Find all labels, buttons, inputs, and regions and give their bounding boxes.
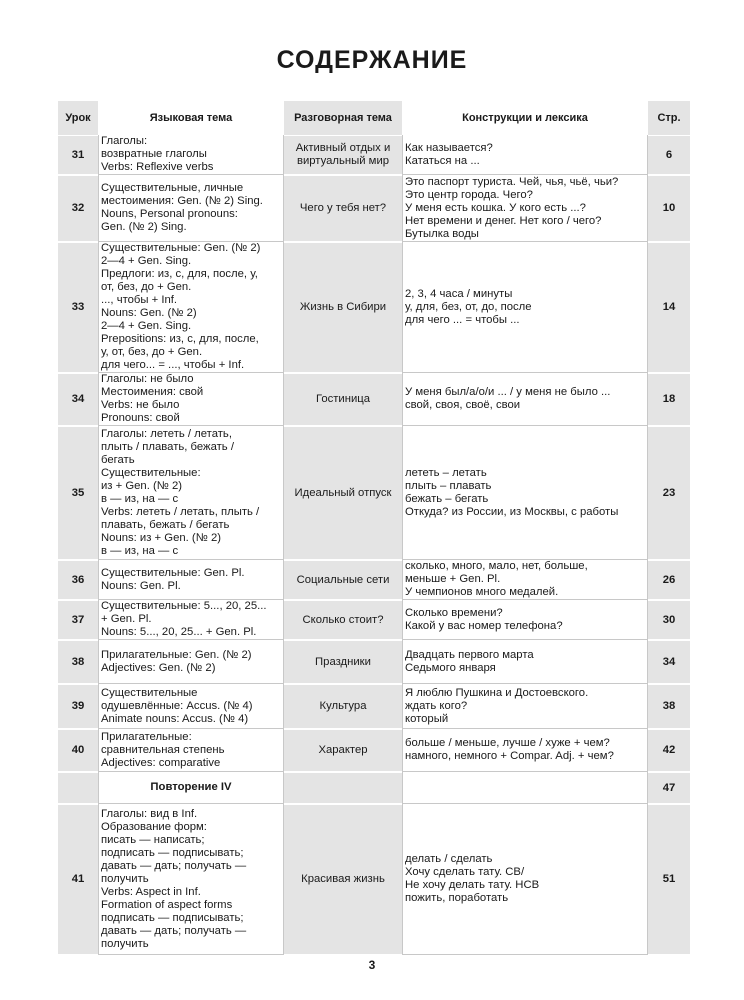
conversation-topic: Жизнь в Сибири — [284, 242, 402, 373]
language-topic-line: Nouns: Gen. Pl. — [101, 579, 181, 592]
language-topic — [98, 426, 284, 560]
construction-line: который — [405, 712, 449, 725]
language-topic-line: получить — [101, 937, 149, 950]
conversation-topic: Культура — [284, 684, 402, 729]
constructions — [402, 804, 648, 955]
lesson-number: 33 — [58, 242, 98, 373]
construction-line: У чемпионов много медалей. — [405, 586, 559, 598]
language-topic-line: Formation of aspect forms — [101, 898, 233, 911]
language-topic — [98, 560, 284, 600]
language-topic-line: Animate nouns: Accus. (№ 4) — [101, 712, 249, 725]
constructions — [402, 729, 648, 772]
language-topic-line: Прилагательные: — [101, 730, 192, 743]
page-ref: 34 — [648, 640, 690, 684]
page-ref: 14 — [648, 242, 690, 373]
language-topic-line: Глаголы: не было — [101, 373, 194, 385]
constructions — [402, 135, 648, 175]
language-topic — [98, 640, 284, 684]
review-row — [58, 772, 690, 804]
page-ref: 47 — [648, 772, 690, 804]
construction-line: Как называется? — [405, 141, 493, 154]
header-page: Стр. — [648, 101, 690, 135]
language-topic — [98, 729, 284, 772]
conversation-topic: Идеальный отпуск — [284, 426, 402, 560]
construction-line: Бутылка воды — [405, 227, 479, 240]
language-topic-line: 2—4 + Gen. Sing. — [101, 255, 192, 267]
constructions — [402, 600, 648, 640]
page-ref: 6 — [648, 135, 690, 175]
language-topic-line: Pronouns: свой — [101, 412, 180, 424]
construction-line: Это паспорт туриста. Чей, чья, чьё, чьи? — [405, 175, 619, 188]
language-topic-line: плавать, бежать / бегать — [101, 518, 230, 531]
language-topic-line: 2—4 + Gen. Sing. — [101, 320, 192, 332]
table-row — [58, 804, 690, 955]
table-row — [58, 560, 690, 600]
language-topic-line: давать — дать; получать — — [101, 859, 247, 872]
lesson-number: 39 — [58, 684, 98, 729]
construction-line: Хочу сделать тату. СВ/ — [405, 866, 525, 878]
conversation-topic: Социальные сети — [284, 560, 402, 600]
page-title: СОДЕРЖАНИЕ — [276, 46, 468, 74]
language-topic — [98, 135, 284, 175]
language-topic-line: Глаголы: — [101, 135, 148, 147]
language-topic-line: плыть / плавать, бежать / — [101, 440, 234, 453]
construction-line: Седьмого января — [405, 661, 496, 674]
language-topic-line: писать — написать; — [101, 833, 205, 846]
table-row — [58, 373, 690, 426]
language-topic-line: Adjectives: Gen. (№ 2) — [101, 661, 216, 674]
page-ref: 42 — [648, 729, 690, 772]
page-ref: 38 — [648, 684, 690, 729]
language-topic-line: Verbs: Reflexive verbs — [101, 161, 214, 173]
page-ref: 23 — [648, 426, 690, 560]
table-row — [58, 600, 690, 640]
construction-line: меньше + Gen. Pl. — [405, 573, 501, 585]
lesson-number: 32 — [58, 175, 98, 242]
page-number: 3 — [368, 958, 376, 972]
conversation-topic: Чего у тебя нет? — [284, 175, 402, 242]
construction-line: пожить, поработать — [405, 892, 509, 904]
construction-line: делать / сделать — [405, 853, 493, 865]
construction-line: 2, 3, 4 часа / минуты — [405, 287, 513, 300]
construction-line: Не хочу делать тату. НСВ — [405, 879, 540, 891]
lesson-number: 38 — [58, 640, 98, 684]
table-row — [58, 640, 690, 684]
lesson-number — [58, 772, 98, 804]
header-lesson: Урок — [58, 101, 98, 135]
header-constructions: Конструкции и лексика — [462, 111, 588, 124]
language-topic — [98, 772, 284, 804]
table-row — [58, 684, 690, 729]
language-topic-line: Повторение IV — [150, 781, 232, 793]
language-topic-line: ..., чтобы + Inf. — [101, 294, 178, 306]
table-body — [58, 135, 690, 955]
page-ref: 51 — [648, 804, 690, 955]
table-row — [58, 729, 690, 772]
conversation-topic: Гостиница — [284, 373, 402, 426]
language-topic-line: от, без, до + Gen. — [101, 281, 192, 293]
language-topic-line: Предлоги: из, с, для, после, у, — [101, 268, 258, 280]
language-topic-line: подписать — подписывать; — [101, 911, 244, 924]
language-topic-line: Существительные — [101, 686, 198, 699]
header-conversation-topic: Разговорная тема — [284, 101, 402, 135]
language-topic-line: получить — [101, 872, 149, 885]
page-ref: 18 — [648, 373, 690, 426]
table-row — [58, 426, 690, 560]
language-topic-line: для чего... = ..., чтобы + Inf. — [101, 359, 245, 371]
lesson-number: 31 — [58, 135, 98, 175]
language-topic-line: одушевлённые: Accus. (№ 4) — [101, 699, 253, 712]
construction-line: У меня есть кошка. У кого есть ...? — [405, 201, 586, 214]
header-language-topic: Языковая тема — [149, 111, 233, 124]
language-topic — [98, 600, 284, 640]
language-topic-line: давать — дать; получать — — [101, 924, 247, 937]
language-topic-line: в — из, на — с — [101, 544, 179, 557]
language-topic-line: местоимения: Gen. (№ 2) Sing. — [101, 195, 263, 207]
construction-line: для чего ... = чтобы ... — [405, 313, 520, 326]
constructions — [402, 175, 648, 242]
construction-line: Нет времени и денег. Нет кого / чего? — [405, 214, 602, 227]
table-row — [58, 242, 690, 373]
constructions — [402, 772, 648, 804]
language-topic-line: в — из, на — с — [101, 492, 179, 505]
construction-line: сколько, много, мало, нет, больше, — [405, 560, 588, 572]
language-topic-line: из + Gen. (№ 2) — [101, 479, 183, 492]
language-topic — [98, 175, 284, 242]
conversation-topic: Красивая жизнь — [284, 804, 402, 955]
construction-line: Сколько времени? — [405, 606, 503, 619]
constructions — [402, 373, 648, 426]
language-topic-line: Verbs: не было — [101, 399, 180, 411]
language-topic-line: Adjectives: comparative — [101, 756, 221, 769]
language-topic-line: Глаголы: лететь / летать, — [101, 427, 232, 440]
page-ref: 10 — [648, 175, 690, 242]
language-topic-line: сравнительная степень — [101, 743, 225, 756]
language-topic-line: Существительные, личные — [101, 182, 244, 194]
construction-line: Это центр города. Чего? — [405, 188, 533, 201]
language-topic — [98, 242, 284, 373]
construction-line: бежать – бегать — [405, 492, 489, 505]
language-topic-line: возвратные глаголы — [101, 148, 207, 160]
lesson-number: 35 — [58, 426, 98, 560]
language-topic-line: Существительные: — [101, 466, 201, 479]
constructions — [402, 560, 648, 600]
construction-line: Двадцать первого марта — [405, 648, 534, 661]
constructions — [402, 242, 648, 373]
language-topic-line: Существительные: Gen. (№ 2) — [101, 242, 261, 254]
construction-line: плыть – плавать — [405, 479, 492, 492]
language-topic — [98, 804, 284, 955]
lesson-number: 40 — [58, 729, 98, 772]
language-topic-line: Местоимения: свой — [101, 386, 204, 398]
table-row — [58, 135, 690, 175]
lesson-number: 34 — [58, 373, 98, 426]
language-topic-line: Глаголы: вид в Inf. — [101, 807, 198, 820]
language-topic-line: у, от, без, до + Gen. — [101, 346, 203, 358]
construction-line: у, для, без, от, до, после — [405, 300, 532, 313]
lesson-number: 37 — [58, 600, 98, 640]
language-topic-line: Gen. (№ 2) Sing. — [101, 221, 187, 233]
language-topic-line: Verbs: лететь / летать, плыть / — [101, 505, 260, 518]
page-ref: 30 — [648, 600, 690, 640]
conversation-topic: Праздники — [284, 640, 402, 684]
language-topic-line: Verbs: Aspect in Inf. — [101, 885, 201, 898]
language-topic-line: Nouns, Personal pronouns: — [101, 208, 238, 220]
language-topic-line: Образование форм: — [101, 820, 207, 833]
language-topic-line: Существительные: Gen. Pl. — [101, 566, 245, 579]
constructions — [402, 684, 648, 729]
language-topic-line: Существительные: 5..., 20, 25... — [101, 600, 267, 612]
conversation-topic: Активный отдых и виртуальный мир — [284, 135, 402, 175]
construction-line: Какой у вас номер телефона? — [405, 619, 563, 632]
contents-table — [58, 101, 690, 955]
table-row — [58, 175, 690, 242]
language-topic-line: + Gen. Pl. — [101, 613, 152, 625]
lesson-number: 41 — [58, 804, 98, 955]
construction-line: Я люблю Пушкина и Достоевского. — [405, 686, 589, 699]
conversation-topic: Сколько стоит? — [284, 600, 402, 640]
lesson-number: 36 — [58, 560, 98, 600]
conversation-topic: Характер — [284, 729, 402, 772]
language-topic-line: Prepositions: из, с, для, после, — [101, 333, 259, 345]
language-topic — [98, 373, 284, 426]
language-topic — [98, 684, 284, 729]
language-topic-line: подписать — подписывать; — [101, 846, 244, 859]
language-topic-line: Nouns: Gen. (№ 2) — [101, 307, 197, 319]
construction-line: Кататься на ... — [405, 154, 480, 167]
language-topic-line: Nouns: из + Gen. (№ 2) — [101, 531, 221, 544]
construction-line: У меня был/а/о/и ... / у меня не было ... — [405, 386, 611, 398]
construction-line: ждать кого? — [405, 699, 468, 712]
language-topic-line: Nouns: 5..., 20, 25... + Gen. Pl. — [101, 626, 257, 638]
construction-line: намного, немного + Compar. Adj. + чем? — [405, 750, 614, 762]
construction-line: свой, своя, своё, свои — [405, 399, 521, 411]
constructions — [402, 640, 648, 684]
conversation-topic — [284, 772, 402, 804]
constructions — [402, 426, 648, 560]
construction-line: лететь – летать — [405, 466, 487, 479]
construction-line: Откуда? из России, из Москвы, с работы — [405, 505, 619, 518]
construction-line: больше / меньше, лучше / хуже + чем? — [405, 737, 610, 749]
language-topic-line: Прилагательные: Gen. (№ 2) — [101, 648, 252, 661]
table-header — [58, 101, 690, 135]
page-ref: 26 — [648, 560, 690, 600]
language-topic-line: бегать — [101, 453, 135, 466]
